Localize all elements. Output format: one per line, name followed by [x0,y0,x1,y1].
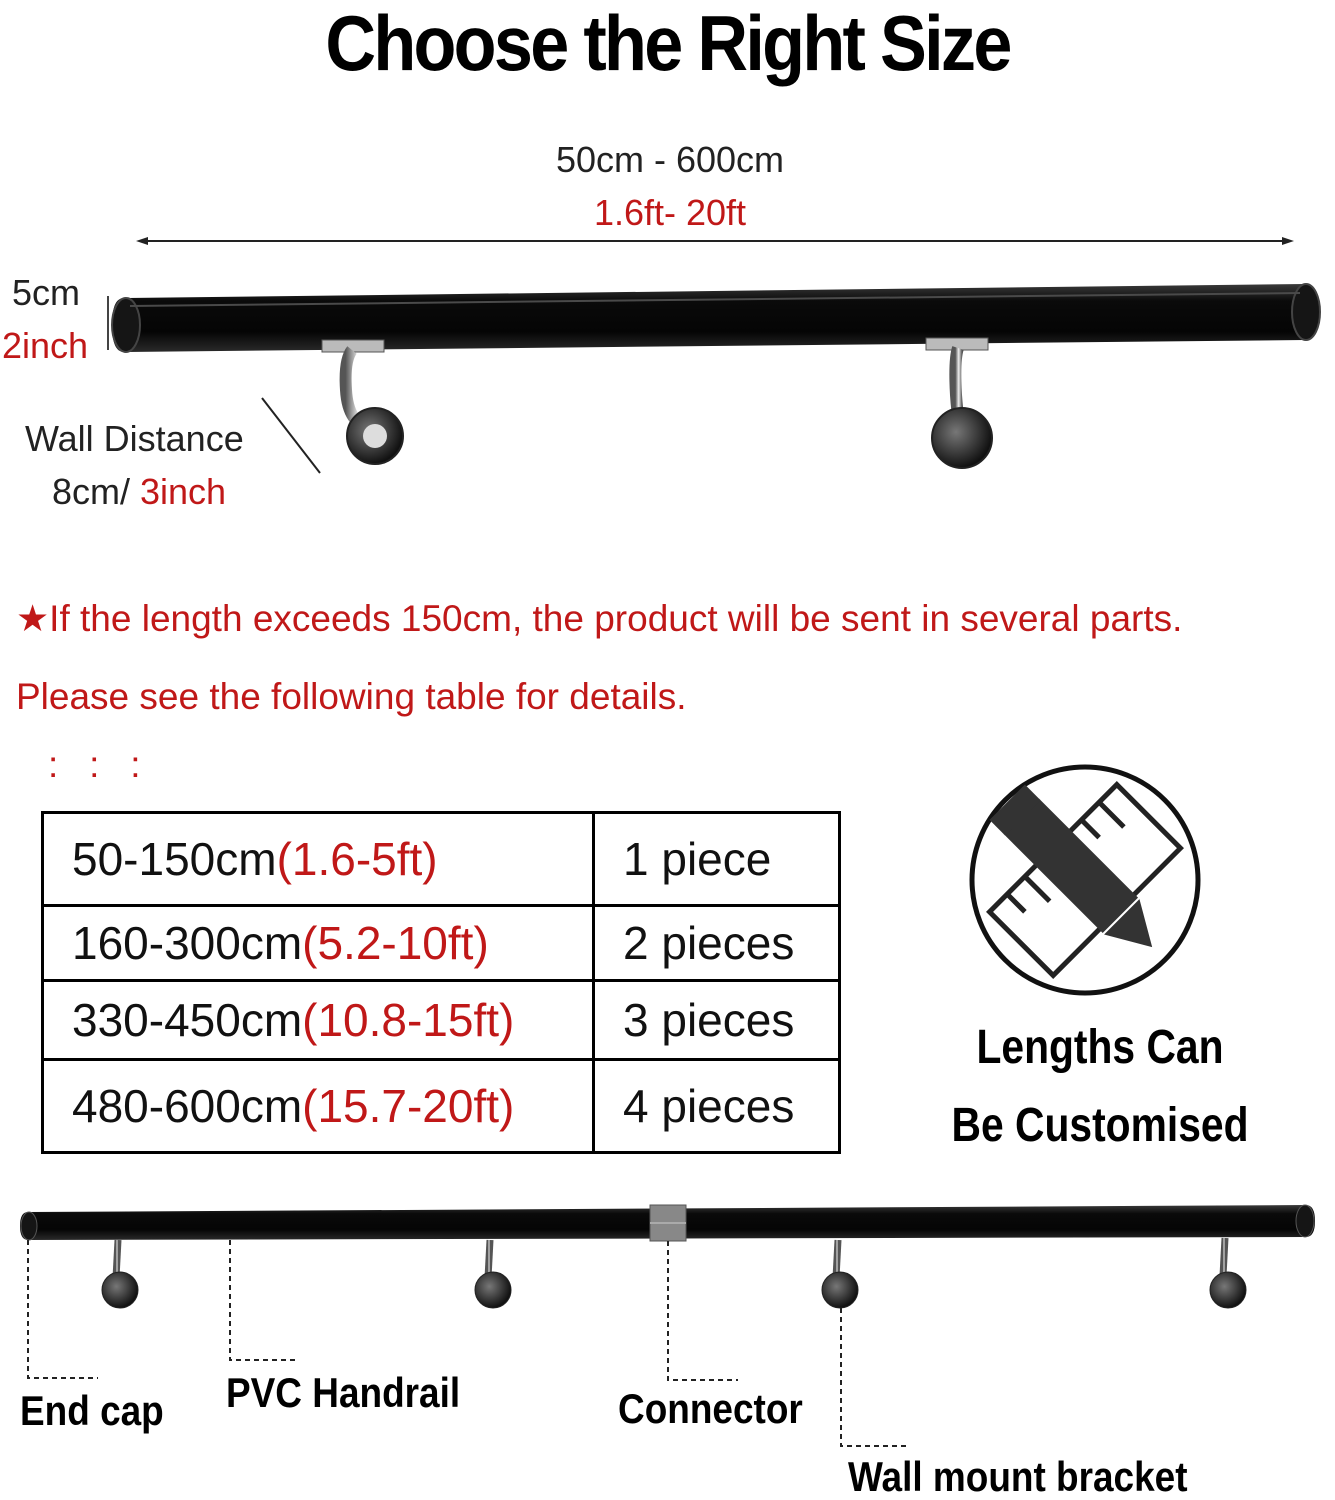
range-cell [43,981,594,1060]
label-connector: Connector [618,1385,803,1432]
length-ft-label: 1.6ft- 20ft [593,192,747,233]
bottom-bracket-2 [475,1240,511,1308]
range-cell [43,1060,594,1153]
range-ft: (10.8-15ft) [302,994,515,1047]
length-cm-label: 50cm - 600cm [555,139,785,180]
ruler-pencil-icon [972,767,1198,993]
wall-distance-inch: 3inch [140,471,227,512]
size-table [41,811,841,1154]
top-bracket-left [322,340,403,464]
length-arrow [136,237,1294,245]
bottom-bracket-1 [102,1240,138,1308]
bottom-bracket-4 [1210,1238,1246,1308]
pieces-cell: 4 pieces [594,1060,840,1153]
wall-distance-cm: 8cm/ [52,471,141,512]
bottom-bracket-3 [822,1240,858,1308]
range-cell [43,905,594,981]
bottom-end-cap-left [21,1212,37,1240]
range-cm: 50-150cm [72,832,277,885]
top-handrail [112,284,1320,352]
custom-line-1: Lengths Can [976,1021,1224,1074]
diameter-cm-label: 5cm [12,272,81,313]
wall-distance-label: Wall Distance [25,418,244,459]
label-wall-mount-bracket: Wall mount bracket [848,1453,1188,1500]
pieces-cell: 3 pieces [594,981,840,1060]
range-cell [43,813,594,906]
range-cm: 160-300cm [72,917,303,970]
wall-distance-marker [262,398,320,473]
label-pvc-handrail: PVC Handrail [226,1369,461,1416]
diameter-inch-label: 2inch [2,325,89,366]
range-ft: (5.2-10ft) [302,917,489,970]
range-ft: (15.7-20ft) [302,1080,515,1133]
range-cm: 480-600cm [72,1080,303,1133]
range-cm: 330-450cm [72,994,303,1047]
table-row [43,981,840,1060]
pieces-cell: 2 pieces [594,905,840,981]
bottom-handrail [20,1205,1315,1241]
table-row [43,813,840,906]
connector-leader [668,1241,738,1380]
handrail-leader [230,1240,298,1360]
end-cap-leader [28,1240,98,1378]
custom-line-2: Be Customised [951,1099,1249,1152]
page-title: Choose the Right Size [325,0,1010,87]
label-end-cap: End cap [20,1387,164,1434]
pieces-cell: 1 piece [594,813,840,906]
bottom-brackets [102,1238,1246,1308]
table-row [43,1060,840,1153]
note-see-table: Please see the following table for details. [16,676,687,717]
table-row [43,905,840,981]
bracket-leader [841,1308,910,1446]
note-dots: : : : [48,744,141,785]
note-multiple-parts: ★If the length exceeds 150cm, the product will be sent in several parts. [16,598,1183,639]
top-bracket-right [926,338,992,468]
range-ft: (1.6-5ft) [276,832,438,885]
bottom-end-cap-right [1296,1205,1314,1237]
